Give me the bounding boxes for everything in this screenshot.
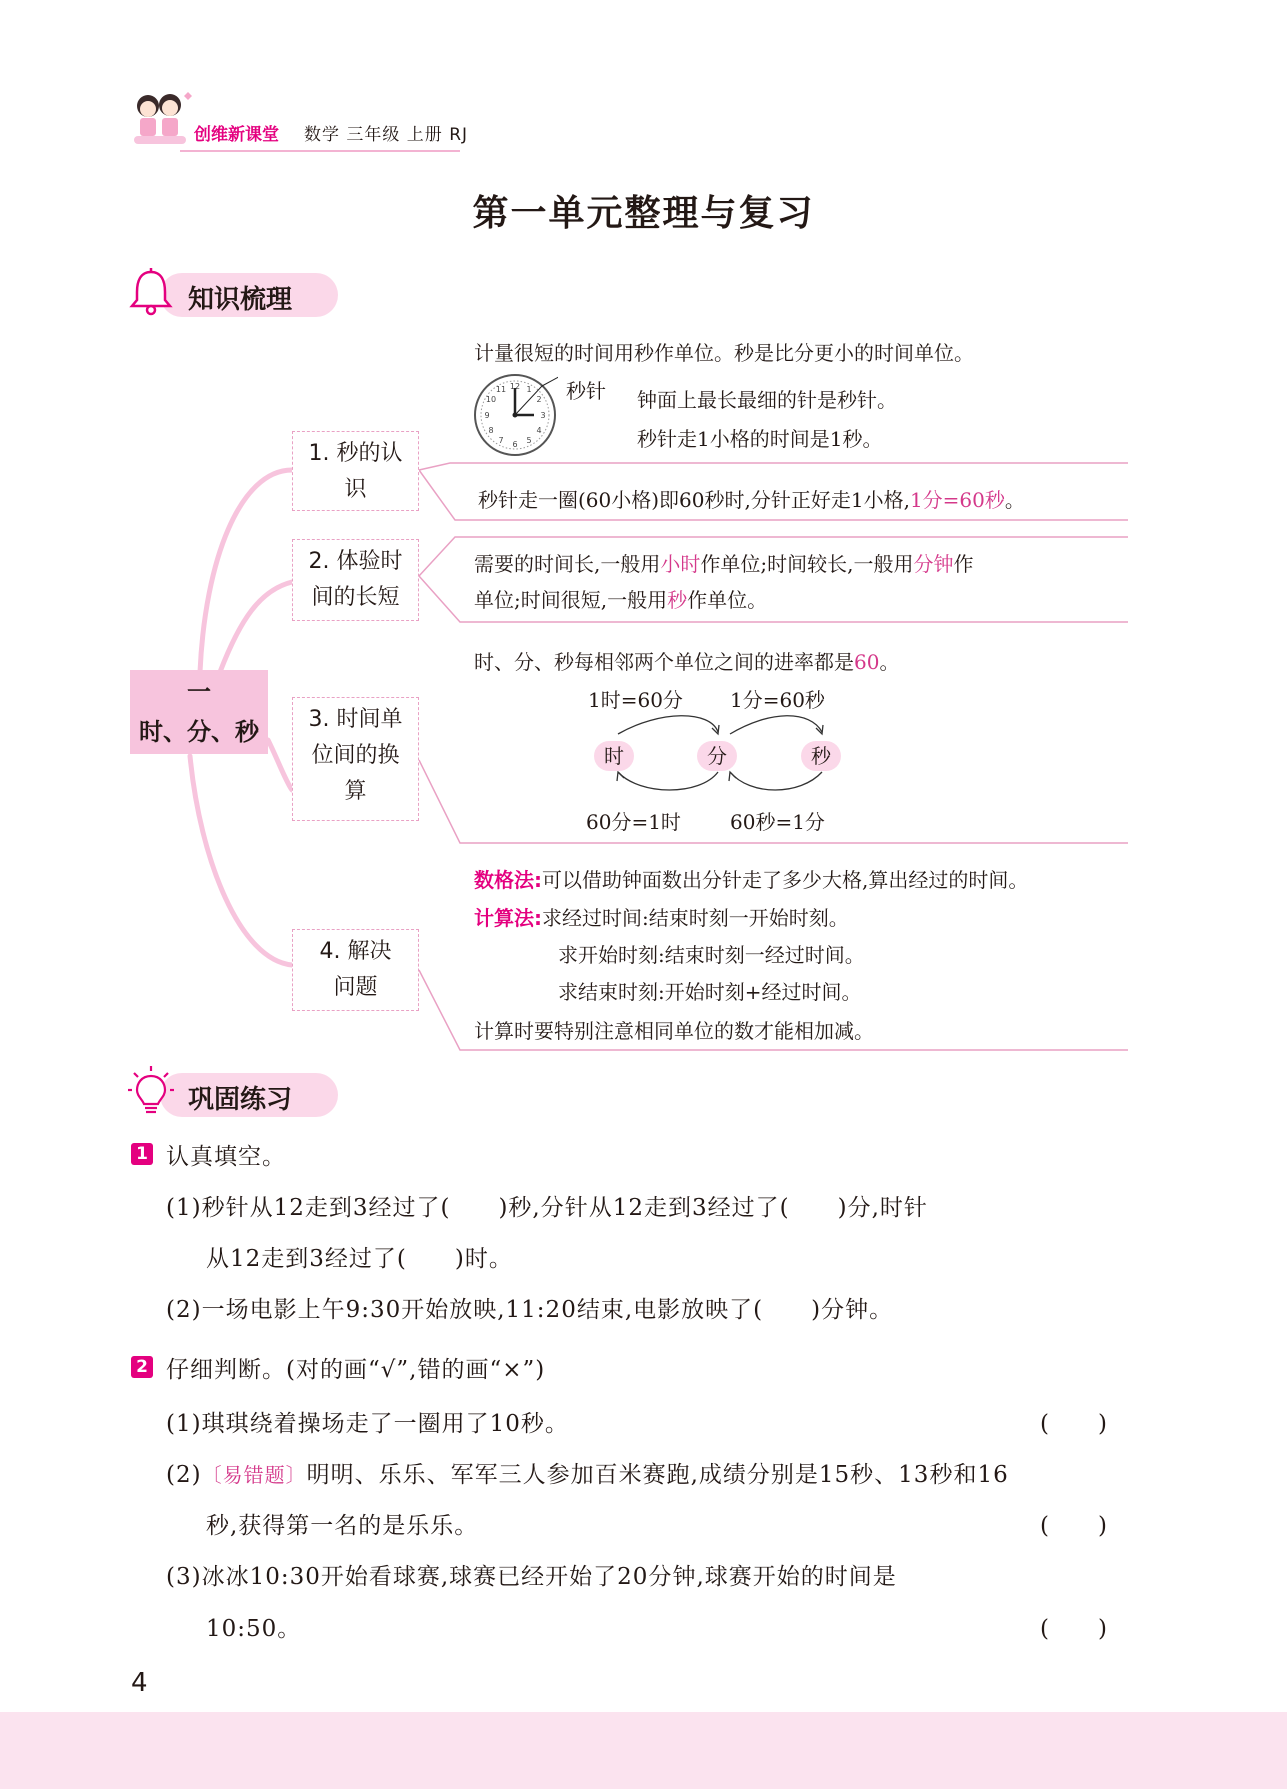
svg-text:11: 11 (495, 385, 507, 394)
branch-box-1 (292, 431, 419, 511)
question-2-part-2-line-1 (166, 1456, 1009, 1489)
b1-line-2: 钟面上最长最细的针是秒针。 (637, 388, 897, 412)
question-2-part-1: (1)琪琪绕着操场走了一圈用了10秒。 (166, 1411, 569, 1437)
svg-text:6: 6 (512, 440, 518, 449)
question-2-part-3-line-2: 10:50。 (206, 1616, 302, 1642)
b2-l1-hour: 小时 (660, 552, 701, 576)
b1-line-1: 计量很短的时间用秒作单位。秒是比分更小的时间单位。 (474, 341, 974, 365)
svg-text:10: 10 (485, 395, 497, 404)
grid-count-method-label: 数格法: (474, 868, 542, 892)
question-2-part-3-line-1: (3)冰冰10:30开始看球赛,球赛已经开始了20分钟,球赛开始的时间是 (166, 1564, 897, 1590)
q2-p2-number: (2) (166, 1462, 202, 1488)
b2-l1-a: 需要的时间长,一般用 (474, 552, 661, 576)
section-title-practice: 巩固练习 (188, 1085, 293, 1115)
calc-method-label: 计算法: (474, 906, 542, 930)
branch-3-line-1: 3. 时间单 (308, 707, 403, 732)
question-1-part-2: (2)一场电影上午9:30开始放映,11:20结束,电影放映了( )分钟。 (166, 1297, 894, 1323)
answer-paren-2[interactable]: ( ) (1040, 1513, 1108, 1539)
branch-box-4 (292, 929, 419, 1011)
brand-name: 创维新课堂 (194, 125, 279, 145)
b2-l2-a: 单位;时间很短,一般用 (474, 588, 668, 612)
branch-4-line-2: 问题 (333, 975, 378, 1000)
b1-line-4 (478, 484, 1025, 513)
branch-1-line-2: 识 (344, 477, 367, 502)
lightbulb-icon (126, 1064, 176, 1120)
second-hand-label: 秒针 (566, 379, 606, 403)
question-1-badge: 1 (131, 1143, 153, 1165)
question-2-part-2-line-2: 秒,获得第一名的是乐乐。 (206, 1513, 479, 1539)
b3-top-eq-2: 1分=60秒 (730, 688, 825, 712)
unit-minute: 分 (697, 741, 737, 771)
svg-text:5: 5 (526, 436, 532, 445)
b4-note: 计算时要特别注意相同单位的数才能相加减。 (474, 1019, 874, 1043)
b3-bot-eq-2: 60秒=1分 (730, 810, 825, 834)
b3-top-eq-1: 1时=60分 (588, 688, 683, 712)
mindmap-root (130, 670, 268, 754)
b3-l1-a: 时、分、秒每相邻两个单位之间的进率都是 (474, 650, 854, 674)
branch-4-line-1: 4. 解决 (319, 939, 392, 964)
svg-text:8: 8 (488, 426, 494, 435)
footer-band (0, 1712, 1287, 1789)
calc-method-l1: 求经过时间:结束时刻一开始时刻。 (542, 906, 849, 930)
question-1-prompt: 认真填空。 (166, 1144, 286, 1170)
b3-line-1 (474, 646, 899, 675)
branch-box-2 (292, 539, 419, 621)
branch-3-line-3: 算 (344, 779, 367, 804)
question-1-part-1-line-1: (1)秒针从12走到3经过了( )秒,分针从12走到3经过了( )分,时针 (166, 1195, 928, 1221)
b2-line-2 (474, 584, 767, 613)
svg-text:4: 4 (536, 426, 542, 435)
clock-icon (472, 372, 558, 458)
b2-line-1 (474, 548, 973, 577)
answer-paren-3[interactable]: ( ) (1040, 1616, 1108, 1642)
svg-text:12: 12 (509, 382, 521, 391)
b1-line-4-a: 秒针走一圈(60小格)即60秒时,分针正好走1小格, (478, 488, 910, 512)
question-2-badge: 2 (131, 1356, 153, 1378)
root-line-2: 时、分、秒 (139, 718, 259, 746)
b1-line-4-highlight: 1分=60秒 (909, 488, 1005, 512)
svg-text:7: 7 (498, 436, 504, 445)
question-2-prompt: 仔细判断。(对的画“√”,错的画“×”) (166, 1357, 546, 1383)
b4-method-2-line-2: 求开始时刻:结束时刻一经过时间。 (558, 943, 865, 967)
b1-line-3: 秒针走1小格的时间是1秒。 (637, 427, 883, 451)
page-number: 4 (131, 1668, 148, 1698)
svg-text:2: 2 (536, 395, 542, 404)
b4-method-1 (474, 864, 1028, 893)
b2-l2-c: 作单位。 (687, 588, 768, 612)
svg-text:9: 9 (484, 411, 490, 420)
b3-bot-eq-1: 60分=1时 (586, 810, 681, 834)
q2-p2-text: 明明、乐乐、军军三人参加百米赛跑,成绩分别是15秒、13秒和16 (306, 1462, 1009, 1488)
branch-box-3 (292, 697, 419, 821)
svg-text:1: 1 (526, 385, 532, 394)
b4-method-2-line-3: 求结束时刻:开始时刻+经过时间。 (558, 980, 862, 1004)
subject-line: 数学 三年级 上册 RJ (304, 125, 469, 145)
section-title-knowledge: 知识梳理 (188, 285, 293, 315)
answer-paren-1[interactable]: ( ) (1040, 1411, 1108, 1437)
branch-2-line-1: 2. 体验时 (308, 549, 403, 574)
svg-text:3: 3 (540, 411, 546, 420)
question-1-part-1-line-2: 从12走到3经过了( )时。 (206, 1246, 513, 1272)
b4-method-2-line-1 (474, 902, 849, 931)
root-line-1: 一 (187, 678, 211, 706)
unit-second: 秒 (801, 741, 841, 771)
b2-l2-second: 秒 (667, 588, 688, 612)
error-prone-tag: 〔易错题〕 (201, 1463, 307, 1487)
b1-line-4-c: 。 (1004, 488, 1025, 512)
unit-hour: 时 (594, 741, 634, 771)
page-title: 第一单元整理与复习 (472, 193, 815, 234)
branch-2-line-2: 间的长短 (311, 585, 400, 610)
branch-3-line-2: 位间的换 (311, 743, 400, 768)
b3-l1-c: 。 (879, 650, 900, 674)
b3-l1-rate: 60 (854, 650, 880, 674)
b2-l1-minute: 分钟 (913, 552, 954, 576)
b2-l1-e: 作 (953, 552, 974, 576)
b2-l1-c: 作单位;时间较长,一般用 (700, 552, 914, 576)
grid-count-method-text: 可以借助钟面数出分针走了多少大格,算出经过的时间。 (542, 868, 1029, 892)
branch-1-line-1: 1. 秒的认 (308, 441, 403, 466)
